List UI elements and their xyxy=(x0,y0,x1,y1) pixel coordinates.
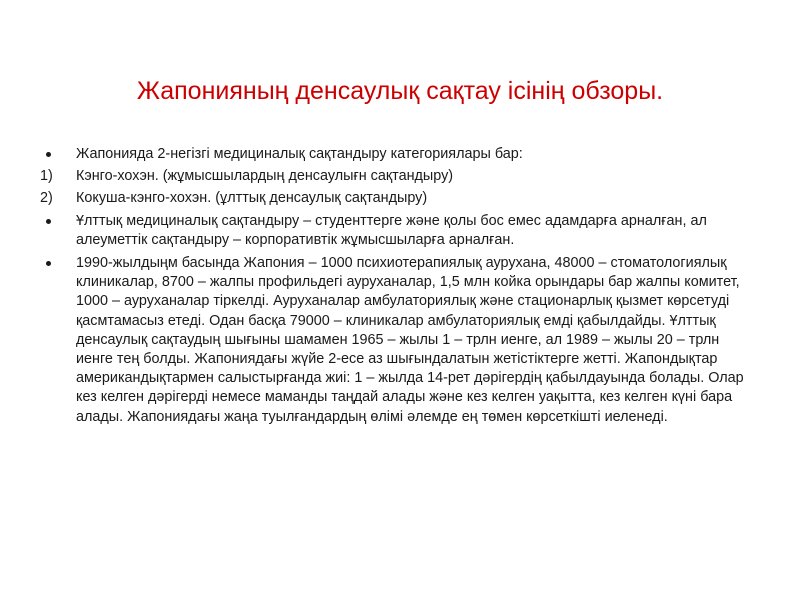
bullet-text: 1990-жылдыңм басында Жапония – 1000 психиотерапиялық аурухана, 48000 – стоматологиялық клиникалар, 8700 – жалпы профильдегі ауруханалар, 1,5 млн койка орындары бар жалпы комитет, 1000 – ауруханалар тіркелді. Ауруханалар амбулаториялық және стационарлық қызмет көрсетуді қасмтамасыз етеді. Одан басқа 79000 – клиникалар амбулаториялық емді қабылдайды. Ұлттық денсаулық сақтаудың шығыны шамамен 1965 – жылы 1 – трлн иенге, ал 1989 – жылы 20 – трлн иенге тең болды. Жапониядағы жүйе 2-есе аз шығындалатын жетістіктерге жетті. Жапондықтар американдықтармен салыстырғанда жиі: 1 – жылда 14-рет дәрігердің қабылдауында болады. Олар кез келген дәрігерді немесе маманды таңдай алады және кез келген уақытта, кез келген күні бара алады. Жапониядағы жаңа туылғандардың өлімі әлемде ең төмен көрсеткішті иеленеді. xyxy=(76,255,744,425)
numbered-text: Кэнго-хохэн. (жұмысшылардың денсаулығн сақтандыру) xyxy=(76,168,454,185)
bullet-item xyxy=(40,254,760,427)
slide-title: Жапонияның денсаулық сақтау ісінің обзоры. xyxy=(136,77,664,105)
bullet-dot-icon xyxy=(46,152,51,157)
bullet-text: Ұлттық медициналық сақтандыру – студенттерге және қолы бос емес адамдарға арналған, ал алеуметтік сақтандыру – корпоративтік жұмысшыларға арналған. xyxy=(76,212,707,248)
bullet-item xyxy=(40,145,760,164)
bullet-text: Жапонияда 2-негізгі медициналық сақтандыру категориялары бар: xyxy=(76,146,523,162)
slide-content xyxy=(40,145,760,430)
numbered-item: 1) Кэнго-хохэн. (жұмысшылардың денсаулығн сақтандыру) xyxy=(40,167,760,186)
bullet-item xyxy=(40,212,760,250)
bullet-dot-icon xyxy=(46,261,51,266)
numbered-item: 2) Кокуша-кэнго-хохэн. (ұлттық денсаулық сақтандыру) xyxy=(40,189,760,208)
bullet-dot-icon xyxy=(46,219,51,224)
numbered-text: Кокуша-кэнго-хохэн. (ұлттық денсаулық сақтандыру) xyxy=(76,190,428,207)
